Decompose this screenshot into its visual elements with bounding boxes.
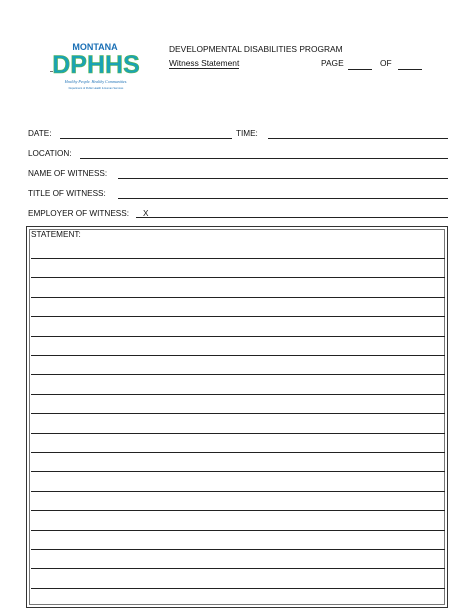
program-title: DEVELOPMENTAL DISABILITIES PROGRAM: [169, 44, 343, 54]
statement-line[interactable]: [31, 568, 445, 569]
title-of-witness-label: TITLE OF WITNESS:: [28, 189, 106, 198]
page-total-field[interactable]: [398, 69, 422, 70]
statement-line[interactable]: [31, 510, 445, 511]
employer-of-witness-value: X: [143, 209, 149, 218]
statement-line[interactable]: [31, 433, 445, 434]
location-field[interactable]: [80, 158, 448, 159]
page-label: PAGE: [321, 58, 344, 68]
statement-line[interactable]: [31, 491, 445, 492]
statement-line[interactable]: [31, 277, 445, 278]
time-label: TIME:: [236, 129, 258, 138]
statement-box[interactable]: [26, 226, 448, 608]
logo-tagline: Healthy People. Healthy Communities.: [64, 79, 128, 84]
name-of-witness-field[interactable]: [118, 178, 448, 179]
statement-line[interactable]: [31, 394, 445, 395]
of-label: OF: [380, 58, 392, 68]
employer-of-witness-field[interactable]: [136, 217, 448, 218]
statement-line[interactable]: [31, 258, 445, 259]
statement-line[interactable]: [31, 471, 445, 472]
date-label: DATE:: [28, 129, 52, 138]
statement-line[interactable]: [31, 355, 445, 356]
page-number-field[interactable]: [348, 69, 372, 70]
name-of-witness-label: NAME OF WITNESS:: [28, 169, 108, 178]
statement-line[interactable]: [31, 316, 445, 317]
title-of-witness-field[interactable]: [118, 198, 448, 199]
statement-line[interactable]: [31, 336, 445, 337]
statement-line[interactable]: [31, 297, 445, 298]
statement-line[interactable]: [31, 452, 445, 453]
statement-label: STATEMENT:: [31, 230, 81, 239]
date-field[interactable]: [60, 138, 232, 139]
statement-line[interactable]: [31, 374, 445, 375]
statement-line[interactable]: [31, 549, 445, 550]
time-field[interactable]: [268, 138, 448, 139]
statement-line[interactable]: [31, 588, 445, 589]
statement-line[interactable]: [31, 530, 445, 531]
dphhs-logo: [50, 40, 162, 96]
logo-word-main: DPHHS: [52, 51, 140, 79]
form-title: Witness Statement: [169, 58, 240, 68]
employer-of-witness-label: EMPLOYER OF WITNESS:: [28, 209, 129, 218]
logo-word-top: MONTANA: [72, 42, 118, 52]
logo-subline: Department of Public Health & Human Services: [68, 87, 124, 90]
location-label: LOCATION:: [28, 149, 72, 158]
statement-line[interactable]: [31, 413, 445, 414]
